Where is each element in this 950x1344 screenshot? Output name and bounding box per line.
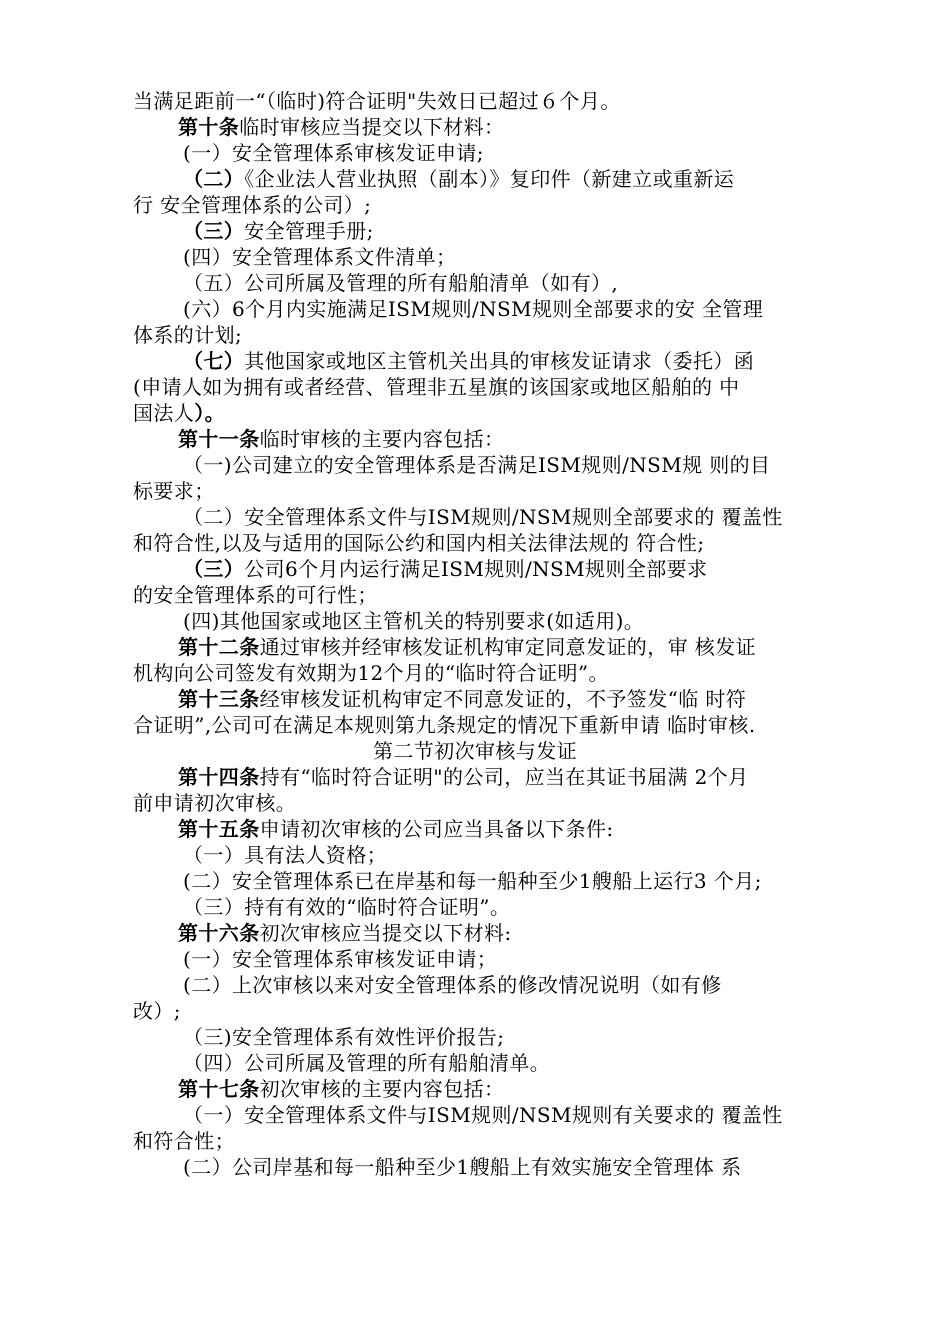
text-line-31: (二）安全管理体系已在岸基和每一船种至少1艘船上运行3 个月; bbox=[183, 869, 762, 893]
text-line-10: 体系的计划; bbox=[133, 323, 243, 347]
text-line-30: （一）具有法人资格； bbox=[183, 843, 387, 867]
text-line-4: （二）《企业法人营业执照（副本）》复印件（新建立或重新运 bbox=[183, 167, 735, 191]
text-line-15: （一)公司建立的安全管理体系是否满足ISM规则/NSM规 则的目 bbox=[183, 453, 771, 477]
text-line-23: 机构向公司签发有效期为12个月的“临时符合证明”。 bbox=[133, 661, 609, 685]
text-line-36: 改）; bbox=[133, 999, 181, 1023]
text-line-5: 行 安全管理体系的公司）; bbox=[133, 193, 372, 217]
text-line-28: 前申请初次审核。 bbox=[133, 791, 297, 815]
text-line-20: 的安全管理体系的可行性； bbox=[133, 583, 378, 607]
text-line-6: （三）安全管理手册; bbox=[183, 219, 374, 243]
text-line-1: 当满足距前一“（临时)符合证明"失效日已超过６个月。 bbox=[133, 89, 621, 113]
text-line-11: （七）其他国家或地区主管机关出具的审核发证请求（委托）函 bbox=[183, 349, 755, 373]
text-line-40: （一）安全管理体系文件与ISM规则/NSM规则有关要求的 覆盖性 bbox=[183, 1103, 783, 1127]
text-line-38: （四）公司所属及管理的所有船舶清单。 bbox=[183, 1051, 551, 1075]
text-line-32: （三）持有有效的“临时符合证明”。 bbox=[183, 895, 511, 919]
text-line-42: (二）公司岸基和每一船种至少1艘船上有效实施安全管理体 系 bbox=[183, 1155, 742, 1179]
text-line-34: (一）安全管理体系审核发证申请； bbox=[183, 947, 498, 971]
text-line-13: 国法人）。 bbox=[133, 401, 226, 425]
text-line-25: 合证明”,公司可在满足本规则第九条规定的情况下重新申请 临时审核. bbox=[133, 713, 756, 737]
text-line-21: (四)其他国家或地区主管机关的特别要求(如适用)。 bbox=[183, 609, 645, 633]
article-17-heading: 第十七条初次审核的主要内容包括： bbox=[178, 1077, 505, 1101]
text-line-41: 和符合性； bbox=[133, 1129, 235, 1153]
section-2-title: 第二节初次审核与发证 bbox=[373, 739, 577, 763]
text-line-16: 标要求； bbox=[133, 479, 215, 503]
text-line-17: （二）安全管理体系文件与ISM规则/NSM规则全部要求的 覆盖性 bbox=[183, 505, 783, 529]
article-10-heading: 第十条临时审核应当提交以下材料： bbox=[178, 115, 505, 139]
article-11-heading: 第十一条临时审核的主要内容包括： bbox=[178, 427, 505, 451]
text-line-3: (一）安全管理体系审核发证申请; bbox=[183, 141, 484, 165]
text-line-18: 和符合性,以及与适用的国际公约和国内相关法律法规的 符合性; bbox=[133, 531, 705, 555]
text-line-8: （五）公司所属及管理的所有船舶清单（如有）, bbox=[183, 271, 619, 295]
article-14-heading: 第十四条持有“临时符合证明"的公司，应当在其证书届满 2个月 bbox=[178, 765, 749, 789]
article-16-heading: 第十六条初次审核应当提交以下材料: bbox=[178, 921, 512, 945]
article-12-heading: 第十二条通过审核并经审核发证机构审定同意发证的，审 核发证 bbox=[178, 635, 756, 659]
text-line-19: （三）公司6个月内运行满足ISM规则/NSM规则全部要求 bbox=[183, 557, 708, 581]
text-line-7: (四）安全管理体系文件清单； bbox=[183, 245, 457, 269]
text-line-9: (六）6个月内实施满足ISM规则/NSM规则全部要求的安 全管理 bbox=[183, 297, 764, 321]
text-line-37: （三)安全管理体系有效性评价报告; bbox=[183, 1025, 505, 1049]
text-line-35: (二）上次审核以来对安全管理体系的修改情况说明（如有修 bbox=[183, 973, 722, 997]
article-13-heading: 第十三条经审核发证机构审定不同意发证的，不予签发“临 时符 bbox=[178, 687, 747, 711]
article-15-heading: 第十五条申请初次审核的公司应当具备以下条件: bbox=[178, 817, 614, 841]
text-line-12: (申请人如为拥有或者经营、管理非五星旗的该国家或地区船舶的 中 bbox=[133, 375, 740, 399]
